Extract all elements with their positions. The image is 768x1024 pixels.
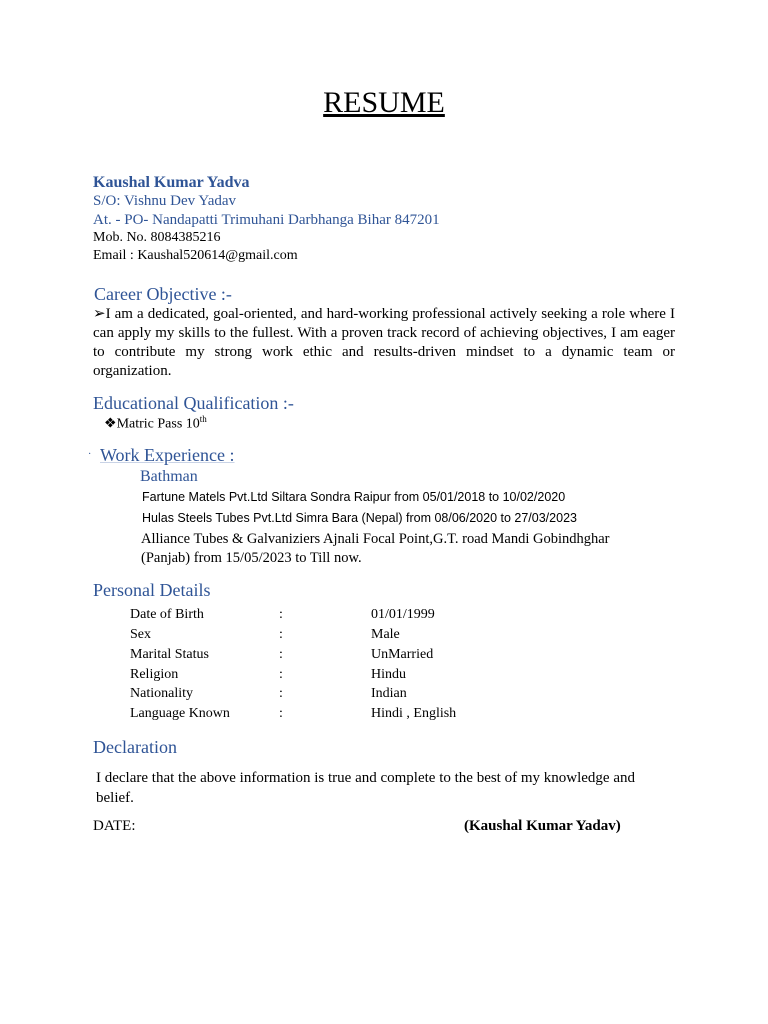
row-separator: : <box>279 706 283 721</box>
father-name: S/O: Vishnu Dev Yadav <box>93 193 237 209</box>
work-entry-2: Hulas Steels Tubes Pvt.Ltd Simra Bara (Nepal) from 08/06/2020 to 27/03/2023 <box>142 511 577 525</box>
row-separator: : <box>279 607 283 622</box>
row-separator: : <box>279 647 283 662</box>
bullet-dot-icon: · <box>88 449 92 460</box>
row-separator: : <box>279 627 283 642</box>
address: At. - PO- Nandapatti Trimuhani Darbhanga Bihar 847201 <box>93 212 440 228</box>
row-value: Hindi , English <box>371 706 457 721</box>
row-value: UnMarried <box>371 647 434 662</box>
row-value: 01/01/1999 <box>371 607 435 622</box>
education-item-text: Matric Pass 10 <box>116 416 200 432</box>
row-label: Nationality <box>130 686 193 701</box>
row-value: Indian <box>371 686 407 701</box>
declaration-heading: Declaration <box>93 737 177 757</box>
candidate-name: Kaushal Kumar Yadva <box>93 174 250 191</box>
row-label: Religion <box>130 667 179 682</box>
row-separator: : <box>279 686 283 701</box>
career-objective-body: I am a dedicated, goal-oriented, and hard-working professional actively seeking a role where I can apply my skills to the fullest. With a proven track record of achieving objectives, I am eager to contribute my strong work ethic and results-driven mindset to a dynamic team or organization. <box>93 306 675 379</box>
work-entry-3: Alliance Tubes & Galvaniziers Ajnali Focal Point,G.T. road Mandi Gobindhghar (Panjab) from 15/05/2023 to Till now. <box>141 531 610 566</box>
career-objective-heading: Career Objective :- <box>94 284 232 304</box>
document-title: RESUME <box>323 86 445 119</box>
row-value: Male <box>371 627 400 642</box>
diamond-bullet-icon: ❖ <box>104 416 117 432</box>
row-label: Marital Status <box>130 647 209 662</box>
row-label: Date of Birth <box>130 607 204 622</box>
row-value: Hindu <box>371 667 406 682</box>
arrow-bullet-icon: ➢ <box>93 306 106 322</box>
education-item <box>104 414 207 433</box>
personal-details-heading: Personal Details <box>93 580 211 600</box>
row-label: Language Known <box>130 706 230 721</box>
row-label: Sex <box>130 627 151 642</box>
declaration-text: I declare that the above information is true and complete to the best of my knowledge and belief. <box>96 770 635 806</box>
work-entry-1: Fartune Matels Pvt.Ltd Siltara Sondra Raipur from 05/01/2018 to 10/02/2020 <box>142 490 566 504</box>
signature-name: (Kaushal Kumar Yadav) <box>464 818 621 834</box>
career-objective-text <box>93 305 675 381</box>
work-role: Bathman <box>140 468 198 485</box>
education-heading: Educational Qualification :- <box>93 393 294 413</box>
email-address: Email : Kaushal520614@gmail.com <box>93 248 298 263</box>
education-item-superscript: th <box>199 414 207 424</box>
date-label: DATE: <box>93 818 136 834</box>
work-experience-heading: Work Experience : <box>100 445 235 465</box>
row-separator: : <box>279 667 283 682</box>
mobile-number: Mob. No. 8084385216 <box>93 230 221 245</box>
